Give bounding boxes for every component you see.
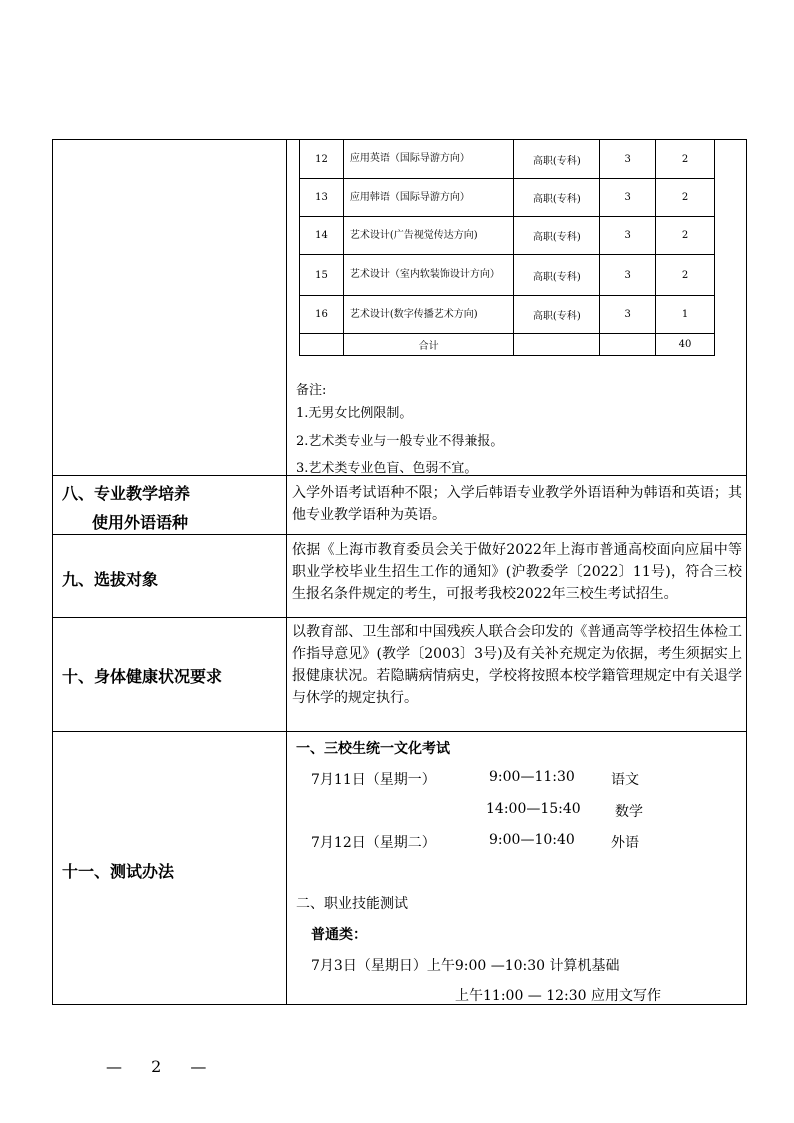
skill-test-subheading: 普通类： (311, 927, 367, 943)
cell-years: 3 (600, 179, 656, 217)
section-label-eligible-applicants: 九、选拔对象 (62, 570, 159, 589)
table-total-row (300, 334, 715, 356)
cell-no: 16 (300, 296, 344, 334)
exam-time: 14:00—15:40 (486, 801, 581, 817)
exam-subject: 外语 (611, 835, 639, 851)
exam-date: 7月12日（星期二） (311, 835, 436, 851)
page-number: — 2 — (106, 1057, 219, 1076)
section-label-foreign-language (52, 481, 286, 533)
section-content-eligible-applicants: 依据《上海市教育委员会关于做好2022年上海市普通高校面向应届中等职业学校毕业生招生工作的通知》(沪教委学〔2022〕11号)，符合三校生报名条件规定的考生，可报考我校2022年三校生考试招生。 (292, 542, 742, 602)
row-divider (52, 731, 746, 732)
section-content-health-requirements: 以教育部、卫生部和中国残疾人联合会印发的《普通高等学校招生体检工作指导意见》(教学〔2003〕3号)及有关补充规定为依据，考生须据实上报健康状况。若隐瞒病情病史，学校将按照本校学籍管理规定中有关退学与休学的规定执行。 (292, 624, 742, 706)
cell-no: 13 (300, 179, 344, 217)
exam-subject: 数学 (615, 804, 643, 820)
skill-test-line: 7月3日（星期日）上午9:00 —10:30 计算机基础 (311, 958, 620, 974)
table-row (300, 140, 715, 179)
exam-date: 7月11日（星期一） (311, 772, 436, 788)
table-row (300, 296, 715, 334)
cell-count: 2 (656, 140, 715, 179)
cell-empty (514, 334, 600, 356)
table-row (300, 179, 715, 217)
cell-major: 应用韩语（国际导游方向） (343, 179, 514, 217)
table-row (300, 255, 715, 296)
cell-level: 高职(专科) (514, 140, 600, 179)
cell-major: 艺术设计(数字传播艺术方向) (343, 296, 514, 334)
cell-years: 3 (600, 217, 656, 255)
exam-subject: 语文 (611, 772, 639, 788)
cell-years: 3 (600, 296, 656, 334)
total-label: 合计 (343, 334, 514, 356)
exam-time: 9:00—11:30 (489, 769, 575, 785)
section-label-health-requirements: 十、身体健康状况要求 (62, 667, 223, 686)
cell-empty (600, 334, 656, 356)
cell-years: 3 (600, 140, 656, 179)
cell-level: 高职(专科) (514, 255, 600, 296)
cell-count: 2 (656, 255, 715, 296)
note-item: 1.无男女比例限制。 (296, 406, 413, 421)
row-divider (52, 534, 746, 535)
cell-empty (300, 334, 344, 356)
notes-heading: 备注: (296, 383, 327, 398)
skill-test-heading: 二、职业技能测试 (296, 896, 408, 912)
cell-years: 3 (600, 255, 656, 296)
cell-count: 2 (656, 179, 715, 217)
exam-heading: 一、三校生统一文化考试 (296, 741, 450, 757)
exam-time: 9:00—10:40 (489, 832, 575, 848)
cell-no: 15 (300, 255, 344, 296)
skill-test-line: 上午11:00 — 12:30 应用文写作 (455, 988, 662, 1004)
row-divider (52, 617, 746, 618)
section-label-test-method: 十一、测试办法 (62, 862, 175, 881)
total-value: 40 (656, 334, 715, 356)
note-item: 3.艺术类专业色盲、色弱不宜。 (296, 461, 478, 476)
cell-count: 2 (656, 217, 715, 255)
cell-level: 高职(专科) (514, 217, 600, 255)
section-content-foreign-language: 入学外语考试语种不限；入学后韩语专业教学外语语种为韩语和英语；其他专业教学语种为英语。 (292, 485, 742, 523)
cell-count: 1 (656, 296, 715, 334)
label-line: 使用外语语种 (92, 513, 189, 532)
cell-level: 高职(专科) (514, 179, 600, 217)
cell-no: 14 (300, 217, 344, 255)
cell-level: 高职(专科) (514, 296, 600, 334)
cell-major: 艺术设计（室内软装饰设计方向） (343, 255, 514, 296)
label-line: 八、专业教学培养 (62, 484, 191, 503)
majors-table (299, 139, 715, 356)
column-divider (286, 139, 287, 1005)
note-item: 2.艺术类专业与一般专业不得兼报。 (296, 434, 504, 449)
cell-major: 应用英语（国际导游方向） (343, 140, 514, 179)
table-border-right (746, 139, 747, 1005)
cell-major: 艺术设计(广告视觉传达方向) (343, 217, 514, 255)
cell-no: 12 (300, 140, 344, 179)
table-row (300, 217, 715, 255)
